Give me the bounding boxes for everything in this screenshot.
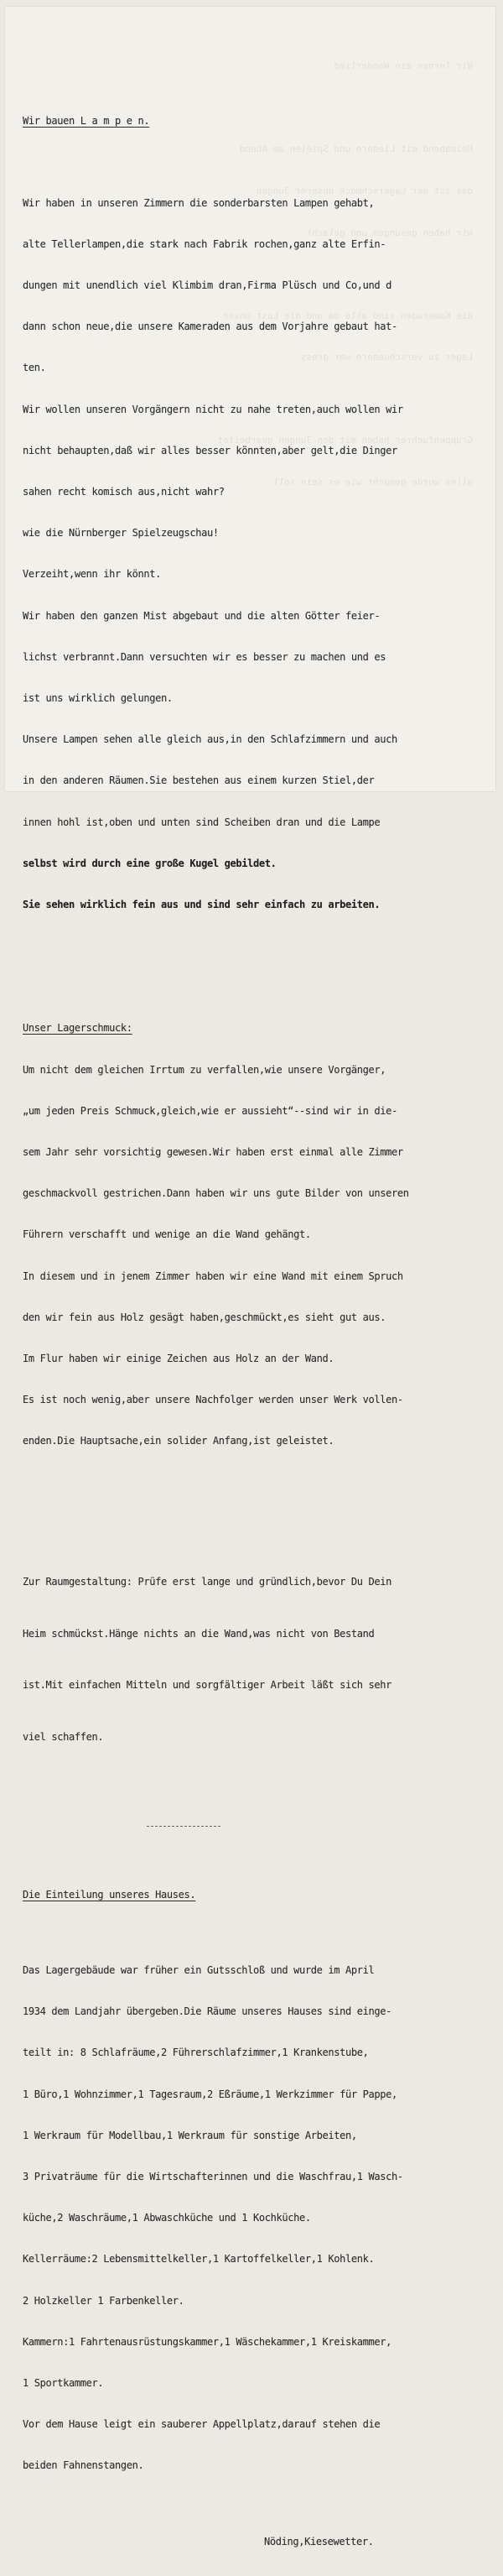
ghost-line: Heimabend mit Liedern und Spielen am Abend [239,143,473,155]
spacer [23,2500,492,2507]
ghost-line: Wir lernen ein Wanderlied [334,60,473,72]
text-line: alte Tellerlampen,die stark nach Fabrik rochen,ganz alte Erfin- [23,237,386,250]
text-line: ist uns wirklich gelungen. [23,692,173,705]
text-line: Im Flur haben wir einige Zeichen aus Holz an der Wand. [23,1352,334,1364]
text-line: sem Jahr sehr vorsichtig gewesen.Wir haben erst einmal alle Zimmer [23,1145,403,1158]
text-line: 1934 dem Landjahr übergeben.Die Räume unseres Hauses sind einge- [23,2005,392,2018]
text-line: 2 Holzkeller 1 Farbenkeller. [23,2294,184,2307]
section-heading-house-layout: Die Einteilung unseres Hauses. [23,1889,196,1901]
section-heading-lamps: Wir bauen L a m p e n. [23,114,150,127]
text-line: „um jeden Preis Schmuck,gleich,wie er aussieht“--sind wir in die- [23,1104,397,1117]
text-line: Führern verschafft und wenige an die Wand gehängt. [23,1228,311,1241]
text-line: Das Lagergebäude war früher ein Gutsschloß und wurde im April [23,1964,375,1977]
section-divider [23,1821,492,1833]
ghost-line: wir haben gesungen und gelacht [306,227,473,238]
text-line: enden.Die Hauptsache,ein solider Anfang,ist geleistet. [23,1435,334,1447]
text-line: Wir haben in unseren Zimmern die sonderbarsten Lampen gehabt, [23,196,375,209]
text-line: Unsere Lampen sehen alle gleich aus,in den Schlafzimmern und auch [23,733,397,746]
text-line: Wir haben den ganzen Mist abgebaut und die alten Götter feier- [23,609,381,622]
typewritten-text [23,59,492,2576]
text-line: 1 Sportkammer. [23,2377,104,2390]
advice-line: viel schaffen. [23,1730,104,1743]
text-line: den wir fein aus Holz gesägt haben,geschmückt,es sieht gut aus. [23,1311,386,1323]
ghost-line: die Kameraden sind alle da und die Lust unser [222,310,473,321]
ghost-line: Lager zu verschoenern war gross [300,352,473,363]
section-heading-decoration: Unser Lagerschmuck: [23,1022,132,1035]
text-line-bold: Sie sehen wirklich fein aus und sind sehr einfach zu arbeiten. [23,899,381,911]
text-line: innen hohl ist,oben und unten sind Scheiben dran und die Lampe [23,816,381,828]
text-line: Kammern:1 Fahrtenausrüstungskammer,1 Wäschekammer,1 Kreiskammer, [23,2335,392,2348]
text-line: lichst verbrannt.Dann versuchten wir es besser zu machen und es [23,650,386,663]
text-line: Verzeiht,wenn ihr könnt. [23,568,161,581]
advice-line: ist.Mit einfachen Mitteln und sorgfältiger Arbeit läßt sich sehr [23,1679,392,1692]
document-page [5,7,495,2547]
text-line: Vor dem Hause leigt ein sauberer Appellplatz,darauf stehen die [23,2418,381,2431]
text-line: In diesem und in jenem Zimmer haben wir eine Wand mit einem Spruch [23,1270,403,1282]
advice-line: Zur Raumgestaltung: Prüfe erst lange und gründlich,bevor Du Dein [23,1576,392,1588]
text-line: sahen recht komisch aus,nicht wahr? [23,486,225,498]
text-line: ten. [23,362,46,374]
text-line: 3 Privaträume für die Wirtschafterinnen und die Waschfrau,1 Wasch- [23,2171,403,2183]
text-line: 1 Werkraum für Modellbau,1 Werkraum für sonstige Arbeiten, [23,2129,357,2141]
text-line: Wir wollen unseren Vorgängern nicht zu nahe treten,auch wollen wir [23,403,403,415]
text-line: Kellerräume:2 Lebensmittelkeller,1 Kartoffelkeller,1 Kohlenk. [23,2253,375,2266]
author-signature: Nöding,Kiesewetter. [264,2535,374,2547]
text-line: teilt in: 8 Schlafräume,2 Führerschlafzimmer,1 Krankenstube, [23,2047,369,2059]
spacer [23,953,492,967]
ghost-line: alles wurde gemacht wie es sein soll [272,476,473,488]
text-line: dann schon neue,die unsere Kameraden aus dem Vorjahre gebaut hat- [23,321,397,333]
ghost-line: das ist der Lagerschmuck unserer Jungen [256,185,473,196]
text-line: beiden Fahnenstangen. [23,2459,144,2472]
text-line: küche,2 Waschräume,1 Abwaschküche und 1 Kochküche. [23,2212,311,2224]
text-line: geschmackvoll gestrichen.Dann haben wir uns gute Bilder von unseren [23,1187,409,1200]
text-line: Um nicht dem gleichen Irrtum zu verfallen,wie unsere Vorgänger, [23,1063,386,1076]
spacer [23,1929,492,1936]
text-line: nicht behaupten,daß wir alles besser könnten,aber gelt,die Dinger [23,444,397,456]
text-line: dungen mit unendlich viel Klimbim dran,Firma Plüsch und Co,und d [23,279,392,292]
spacer [23,1489,492,1498]
text-line: 1 Büro,1 Wohnzimmer,1 Tagesraum,2 Eßräume,1 Werkzimmer für Pappe, [23,2088,397,2100]
spacer [23,155,492,169]
ghost-line: Gruppenfuehrer haben mit den Jungen gearbeitet [217,435,473,446]
text-line: wie die Nürnberger Spielzeugschau! [23,527,219,540]
room-design-advice [23,1539,492,1780]
text-line: Es ist noch wenig,aber unsere Nachfolger werden unser Werk vollen- [23,1394,403,1406]
advice-line: Heim schmückst.Hänge nichts an die Wand,was nicht von Bestand [23,1627,375,1640]
text-line-bold: selbst wird durch eine große Kugel gebildet. [23,857,277,869]
text-line: in den anderen Räumen.Sie bestehen aus einem kurzen Stiel,der [23,774,375,787]
